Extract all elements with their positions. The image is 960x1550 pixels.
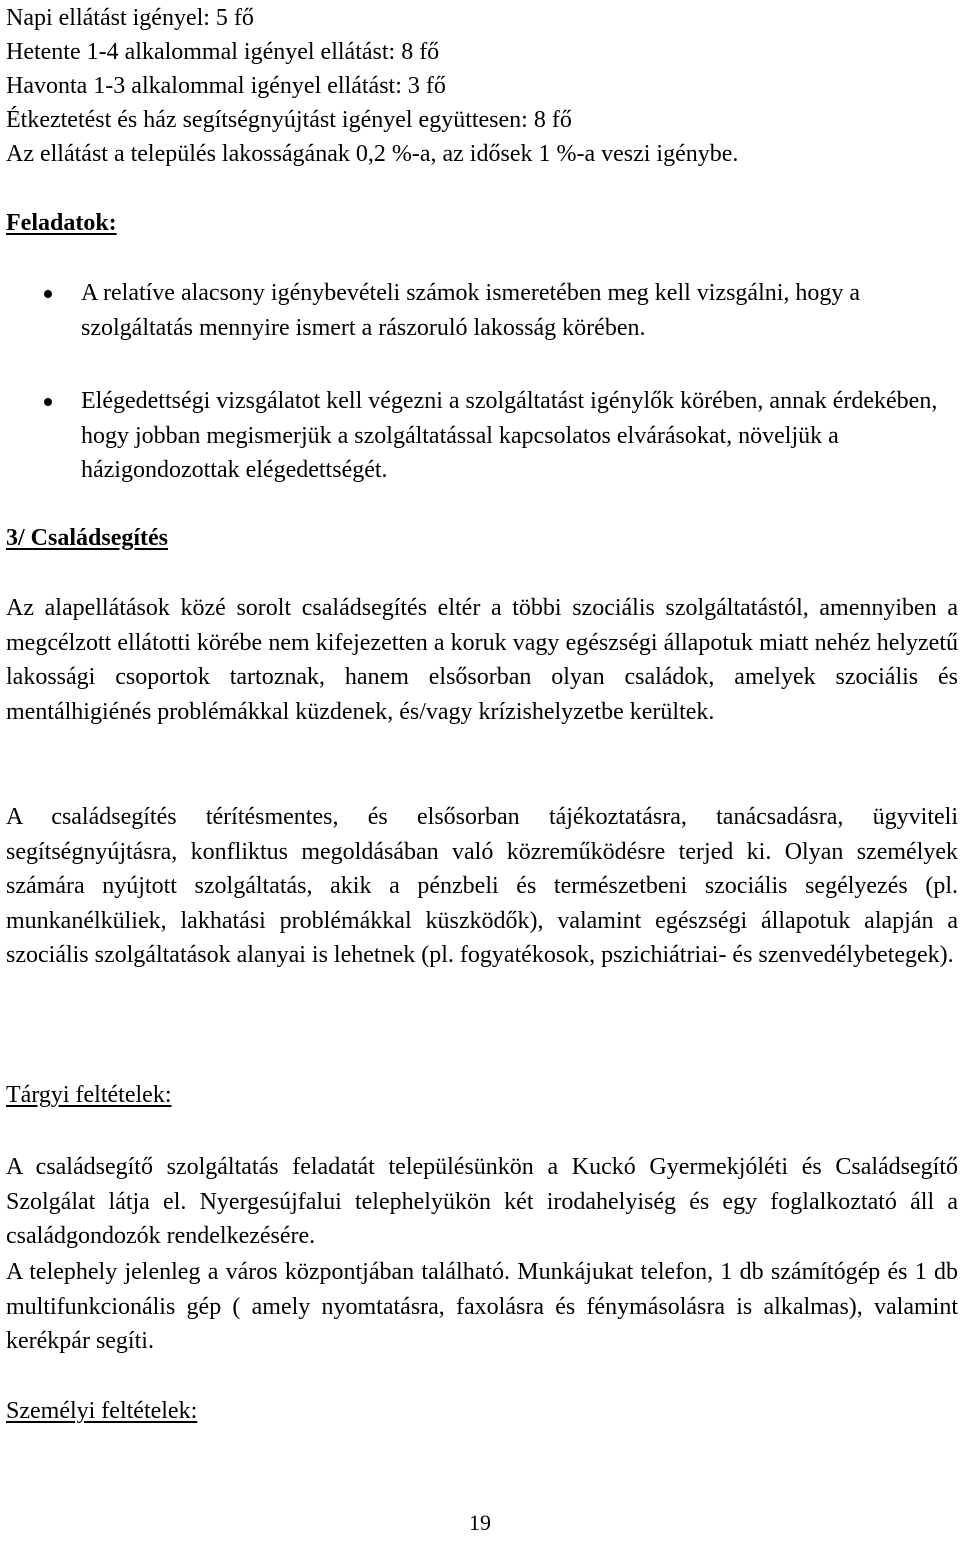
bullet-icon (44, 398, 52, 406)
section-heading: 3/ Családsegítés (6, 525, 168, 551)
tasks-heading: Feladatok: (6, 210, 117, 236)
stat-combined: Étkeztetést és ház segítségnyújtást igényel együttesen: 8 fő (6, 107, 572, 133)
page-number: 19 (469, 1510, 491, 1535)
paragraph: A családsegítés térítésmentes, és elsősorban tájékoztatásra, tanácsadásra, ügyviteli segítségnyújtásra, konfliktus megoldásában való közreműködésre terjed ki. Olyan személyek számára nyújtott szolgáltatás, akik a pénzbeli és természetbeni szociális segélyezés (pl. munkanélküliek, lakhatási problémákkal küszködők), valamint egészségi állapotuk alapján a szociális szolgáltatások alanyai is lehetnek (pl. fogyatékosok, pszichiátriai- és szenvedélybetegek). (6, 804, 958, 969)
personal-heading: Személyi feltételek: (6, 1398, 198, 1424)
paragraph: Az alapellátások közé sorolt családsegítés eltér a többi szociális szolgáltatástól, amennyiben a megcélzott ellátotti körébe nem kifejezetten a koruk vagy egészségi állapotuk miatt nehéz helyzetű lakossági csoportok tartoznak, hanem elsősorban olyan családok, amelyek szociális és mentálhigiénés problémákkal küzdenek, és/vagy krízishelyzetbe kerültek. (6, 595, 958, 725)
material-heading: Tárgyi feltételek: (6, 1082, 172, 1108)
stat-monthly: Havonta 1-3 alkalommal igényel ellátást: 3 fő (6, 73, 446, 99)
bullet-icon (44, 290, 52, 298)
list-item-text: Elégedettségi vizsgálatot kell végezni a szolgáltatást igénylők körében, annak érdekében, hogy jobban megismerjük a szolgáltatással kapcsolatos elvárásokat, növeljük a házigondozottak elégedettségét. (81, 388, 938, 483)
stat-percentage: Az ellátást a település lakosságának 0,2 %-a, az idősek 1 %-a veszi igénybe. (6, 141, 739, 167)
list-item-text: A relatíve alacsony igénybevételi számok ismeretében meg kell vizsgálni, hogy a szolgáltatás mennyire ismert a rászoruló lakosság körében. (81, 280, 861, 341)
paragraph: A családsegítő szolgáltatás feladatát településünkön a Kuckó Gyermekjóléti és Családsegítő Szolgálat látja el. Nyergesújfalui telephelyükön két irodahelyiség és egy foglalkoztató áll a családgondozók rendelkezésére. (6, 1154, 958, 1250)
paragraph: A telephely jelenleg a város központjában található. Munkájukat telefon, 1 db számítógép és 1 db multifunkcionális gép ( amely nyomtatásra, faxolásra és fénymásolásra is alkalmas), valamint kerékpár segíti. (6, 1259, 958, 1355)
stat-daily: Napi ellátást igényel: 5 fő (6, 5, 254, 31)
stat-weekly: Hetente 1-4 alkalommal igényel ellátást: 8 fő (6, 39, 440, 65)
